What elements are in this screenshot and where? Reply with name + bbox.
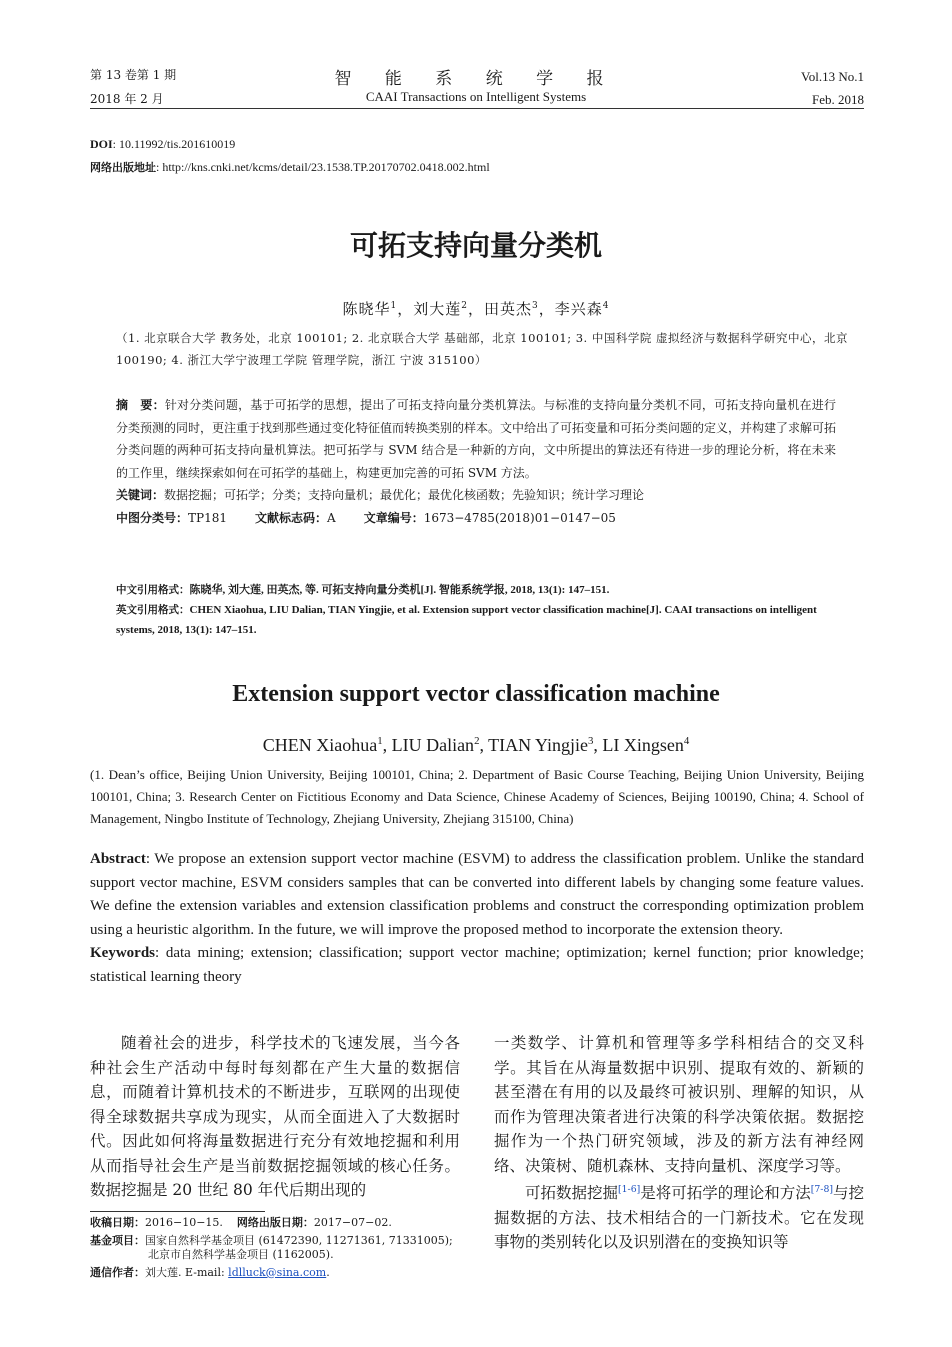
affil-mark: 4 (602, 301, 610, 311)
keywords-cn-label: 关键词： (116, 488, 165, 502)
citation-en: CHEN Xiaohua, LIU Dalian, TIAN Yingjie, et al. Extension support vector classification machine[J]. CAAI transactions on intelligent systems, 2018, 13(1): 147–151. (116, 604, 817, 636)
affiliations-cn: （1. 北京联合大学 教务处，北京 100101; 2. 北京联合大学 基础部，北京 100101; 3. 中国科学院 虚拟经济与数据科学研究中心，北京 100190; 4. 浙江大学宁波理工学院 管理学院，浙江 宁波 315100） (116, 331, 849, 367)
doi-label: DOI (90, 137, 113, 151)
keywords-en: : data mining; extension; classification; support vector machine; optimization; kernel function; prior knowledge; statistical learning theory (90, 945, 864, 985)
received-label: 收稿日期： (90, 1216, 145, 1229)
body-text: 是将可拓学的理论和方法 (640, 1184, 811, 1203)
author-cn: 刘大莲 (413, 300, 462, 318)
online-url-value[interactable]: : http://kns.cnki.net/kcms/detail/23.1538.TP.20170702.0418.002.html (156, 160, 490, 174)
journal-name-cn: 智 能 系 统 学 报 (334, 69, 618, 89)
affil-mark: 1 (377, 735, 383, 747)
fund-label: 基金项目： (90, 1233, 145, 1247)
reference-link[interactable]: [7-8] (810, 1184, 833, 1195)
clc-value: TP181 (188, 510, 227, 525)
doc-code-label: 文献标志码： (255, 510, 328, 525)
fund-item-1: 国家自然科学基金项目 (61472390, 11271361, 71331005); (145, 1233, 453, 1247)
author-en: LIU Dalian (391, 735, 475, 755)
online-date: 2017−07−02. (313, 1216, 392, 1229)
online-url-label: 网络出版地址 (90, 161, 156, 174)
abstract-cn-label: 摘 要： (116, 398, 165, 412)
volume-en: Vol.13 No.1 (801, 69, 864, 84)
abstract-cn-text: 针对分类问题，基于可拓学的思想，提出了可拓支持向量分类机算法。与标准的支持向量分类机不同，可拓支持向量机在进行分类预测的同时，更注重于找到那些通过变化特征值而转换类别的样本。文中给出了可拓变量和可拓分类问题的定义，并构建了求解可拓分类问题的两种可拓支持向量机算法。把可拓学与 SVM 结合是一种新的方向，文中所提出的算法还有待进一步的理论分析，将在未来的工作里，继续探索如何在可拓学的基础上，构建更加完善的可拓 SVM 方法。 (116, 398, 837, 480)
author-cn: 李兴森 (554, 300, 603, 318)
author-en: LI Xingsen (602, 735, 684, 755)
volume-cn: 第 13 卷第 1 期 (90, 68, 177, 82)
author-cn: 田英杰 (484, 300, 533, 318)
affil-mark: 2 (474, 735, 480, 747)
abstract-en-text: : We propose an extension support vector machine (ESVM) to address the classification problem. Unlike the standard support vector machine, ESVM considers samples that can be converted into different labels by changing some feature values. We define the extension variables and extension classification problems and construct the corresponding optimization problem using a heuristic algorithm. In the future, we will improve the proposed method to incorporate the extension theory. (90, 851, 864, 938)
reference-link[interactable]: [1-6] (618, 1184, 641, 1195)
authors-cn: 陈晓华$^1$，刘大莲$^2$，田英杰$^3$，李兴森$^4$ (342, 300, 610, 318)
fund-item-2: 北京市自然科学基金项目 (1162005). (148, 1248, 334, 1261)
body-text: 可拓数据挖掘 (525, 1184, 619, 1203)
citation-en-label: 英文引用格式： (116, 604, 190, 616)
keywords-en-label: Keywords (90, 945, 155, 961)
author-en: TIAN Yingjie (488, 735, 588, 755)
paper-title-cn: 可拓支持向量分类机 (349, 229, 602, 262)
abstract-en-label: Abstract (90, 851, 146, 867)
body-paragraph-2 (494, 1178, 864, 1255)
received-date: 2016−10−15. (145, 1216, 223, 1229)
keywords-cn: 数据挖掘；可拓学；分类；支持向量机；最优化；最优化核函数；先验知识；统计学习理论 (164, 488, 645, 502)
corresponding-label: 通信作者： (90, 1265, 145, 1279)
body-text: 与挖掘数据的方法、技术相结合的一门新技术。它在发现事物的类别转化以及识别潜在的变换知识等 (494, 1184, 865, 1252)
online-date-label: 网络出版日期： (236, 1216, 314, 1229)
authors-en: CHEN Xiaohua$^1$, LIU Dalian$^2$, TIAN Yingjie$^3$, LI Xingsen$^4$ (262, 735, 690, 755)
corresponding-author: 刘大莲. E-mail: (145, 1265, 229, 1279)
affil-mark: 2 (461, 301, 468, 311)
article-no-value: 1673−4785(2018)01−0147−05 (423, 510, 616, 525)
doc-code-value: A (327, 510, 336, 525)
journal-name-en: CAAI Transactions on Intelligent Systems (365, 89, 587, 104)
citation-cn-label: 中文引用格式： (116, 584, 190, 596)
email-link[interactable]: ldlluck@sina.com (228, 1265, 327, 1279)
date-en: Feb. 2018 (812, 92, 864, 107)
body-paragraph: 随着社会的进步，科学技术的飞速发展，当今各种社会生产活动中每时每刻都在产生大量的数据信息，而随着计算机技术的不断进步，互联网的出现使得全球数据共享成为现实，从而全面进入了大数据时代。因此如何将海量数据进行充分有效地挖掘和利用从而指导社会生产是当前数据挖掘领域的核心任务。数据挖掘是 20 世纪 80 年代后期出现的 (90, 1034, 460, 1199)
article-no-label: 文章编号： (363, 510, 424, 525)
body-left-column (90, 1031, 460, 1203)
header-rule (90, 108, 864, 109)
affil-mark: 1 (390, 301, 398, 311)
author-cn: 陈晓华 (342, 300, 391, 318)
clc-label: 中图分类号： (116, 510, 189, 525)
footnote-block (90, 1216, 470, 1280)
footnote-rule (90, 1211, 265, 1212)
body-paragraph: 一类数学、计算机和管理等多学科相结合的交叉科学。其旨在从海量数据中识别、提取有效的、新颖的甚至潜在有用的以及最终可被识别、理解的知识，从而作为管理决策者进行决策的科学决策依据。数据挖掘作为一个热门研究领域，涉及的新方法有神经网络、决策树、随机森林、支持向量机、深度学习等。 (494, 1034, 864, 1175)
author-en: CHEN Xiaohua (262, 735, 378, 755)
doi-value[interactable]: : 10.11992/tis.201610019 (112, 137, 236, 151)
doi-line (90, 137, 235, 152)
date-cn: 2018 年 2 月 (90, 92, 164, 106)
citation-block (116, 580, 836, 640)
citation-cn: 陈晓华, 刘大莲, 田英杰, 等. 可拓支持向量分类机[J]. 智能系统学报, 2018, 13(1): 147–151. (189, 584, 610, 596)
paper-title-en: Extension support vector classification machine (232, 681, 720, 707)
affil-mark: 3 (532, 301, 539, 311)
period: . (326, 1265, 330, 1279)
abstract-en (90, 848, 864, 989)
online-url-line (90, 159, 490, 175)
affiliations-en: (1. Dean’s office, Beijing Union University, Beijing 100101, China; 2. Department of Basic Course Teaching, Beijing Union University, Beijing 100101, China; 3. Research Center on Fictitious Economy and Data Science, Chinese Academy of Sciences, Beijing 100190, China; 4. School of Management, Ningbo Institute of Technology, Zhejiang University, Zhejiang 315100, China) (90, 767, 864, 826)
affil-mark: 4 (683, 735, 690, 747)
body-right-column (494, 1031, 864, 1255)
abstract-cn (116, 394, 836, 529)
affil-mark: 3 (587, 735, 594, 747)
